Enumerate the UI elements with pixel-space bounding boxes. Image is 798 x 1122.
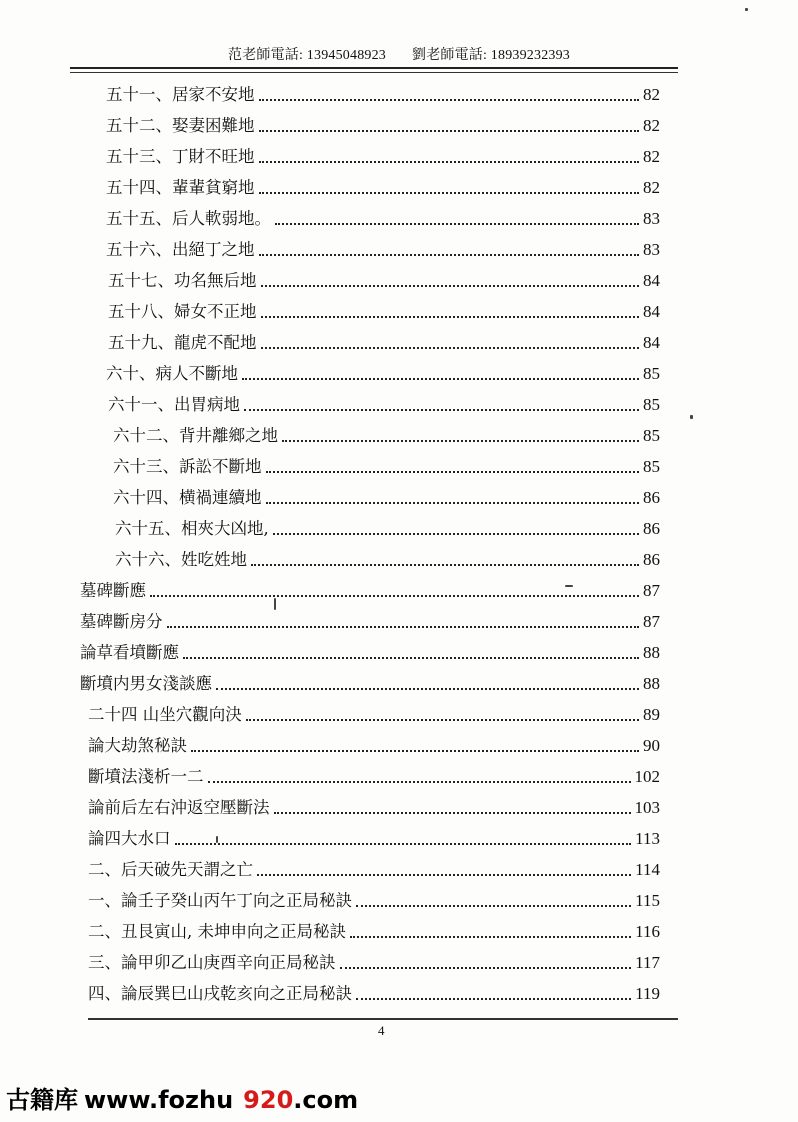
dot-leader <box>266 502 640 504</box>
watermark-url-prefix: www.fozhu <box>84 1086 234 1114</box>
toc-entry-page: 119 <box>635 984 660 1003</box>
toc-entry-page: 117 <box>635 953 660 972</box>
dot-leader <box>261 347 640 349</box>
dot-leader <box>259 192 640 194</box>
contact-liu: 劉老師電話: 18939232393 <box>412 48 570 63</box>
dot-leader <box>266 471 640 473</box>
toc-entry-title: 斷墳法淺析一二 <box>88 767 204 786</box>
dot-leader <box>257 874 631 876</box>
toc-entry-page: 114 <box>635 860 660 879</box>
toc-entry-page: 82 <box>643 85 660 104</box>
toc-entry-title: 二、丑艮寅山, 未坤申向之正局秘訣 <box>88 922 346 941</box>
toc-entry-page: 88 <box>643 674 660 693</box>
toc-entry <box>106 198 660 229</box>
toc-entry <box>80 663 660 694</box>
toc-entry <box>106 229 660 260</box>
toc-entry <box>80 570 660 601</box>
dot-leader <box>150 595 639 597</box>
toc-entry <box>88 818 660 849</box>
scan-speck <box>745 8 748 11</box>
toc-entry <box>108 291 660 322</box>
toc-entry-page: 84 <box>643 302 660 321</box>
watermark-url-suffix: .com <box>293 1086 359 1114</box>
toc-entry-title: 五十一、居家不安地 <box>106 85 255 104</box>
scan-speck <box>565 585 573 587</box>
toc-entry <box>88 787 660 818</box>
toc-entry-page: 85 <box>643 426 660 445</box>
scan-speck <box>690 415 693 419</box>
watermark <box>6 1080 358 1115</box>
scan-speck <box>216 836 218 843</box>
toc-entry-title: 五十三、丁財不旺地 <box>106 147 255 166</box>
dot-leader <box>273 533 639 535</box>
page-header <box>0 44 798 64</box>
toc-entry-page: 113 <box>635 829 660 848</box>
toc-entry-title: 五十七、功名無后地 <box>108 271 257 290</box>
toc-entry <box>80 632 660 663</box>
toc-entry <box>106 167 660 198</box>
page-number: 4 <box>378 1023 385 1038</box>
dot-leader <box>251 564 639 566</box>
toc-entry <box>88 725 660 756</box>
toc-entry-title: 六十六、姓吃姓地 <box>115 550 247 569</box>
toc-entry-title: 五十五、后人軟弱地。 <box>106 209 271 228</box>
toc-entry <box>88 973 660 1004</box>
toc-entry <box>108 384 660 415</box>
toc-entry-page: 87 <box>643 612 660 631</box>
toc-entry <box>106 74 660 105</box>
dot-leader <box>191 750 639 752</box>
toc-entry-page: 82 <box>643 178 660 197</box>
dot-leader <box>175 843 632 845</box>
toc-entry-page: 88 <box>643 643 660 662</box>
toc-entry-title: 五十二、娶妻困難地 <box>106 116 255 135</box>
dot-leader <box>259 130 640 132</box>
toc-entry-title: 五十九、龍虎不配地 <box>108 333 257 352</box>
toc-entry-page: 83 <box>643 209 660 228</box>
dot-leader <box>356 998 631 1000</box>
dot-leader <box>350 936 631 938</box>
toc-entry-page: 84 <box>643 271 660 290</box>
toc-entry <box>108 322 660 353</box>
dot-leader <box>216 688 639 690</box>
toc-entry-page: 82 <box>643 116 660 135</box>
toc-entry-title: 墓碑斷應 <box>80 581 146 600</box>
toc-entry <box>88 942 660 973</box>
toc-entry-page: 84 <box>643 333 660 352</box>
toc-entry <box>88 694 660 725</box>
toc-entry-title: 六十四、横禍連續地 <box>113 488 262 507</box>
toc-entry-page: 90 <box>643 736 660 755</box>
toc-entry-title: 二、后天破先天謂之亡 <box>88 860 253 879</box>
toc-entry-title: 四、論辰巽巳山戌乾亥向之正局秘訣 <box>88 984 352 1003</box>
toc-entry-title: 三、論甲卯乙山庚酉辛向正局秘訣 <box>88 953 336 972</box>
toc-entry <box>108 260 660 291</box>
dot-leader <box>244 409 639 411</box>
dot-leader <box>167 626 640 628</box>
toc-entry-title: 墓碑斷房分 <box>80 612 163 631</box>
toc-entry-title: 五十六、出絕丁之地 <box>106 240 255 259</box>
toc-entry <box>115 539 660 570</box>
toc-entry-title: 六十二、背井離鄉之地 <box>113 426 278 445</box>
dot-leader <box>356 905 631 907</box>
toc-entry-title: 五十八、婦女不正地 <box>108 302 257 321</box>
toc-entry <box>115 508 660 539</box>
toc-entry-title: 論大劫煞秘訣 <box>88 736 187 755</box>
toc-entry <box>106 353 660 384</box>
toc-entry-title: 六十三、訴訟不斷地 <box>113 457 262 476</box>
toc-entry-page: 102 <box>634 767 660 786</box>
watermark-site-name: 古籍库 <box>6 1086 78 1114</box>
toc-entry <box>106 136 660 167</box>
toc-entry <box>113 415 660 446</box>
toc-entry-title: 論前后左右沖返空壓斷法 <box>88 798 270 817</box>
toc-entry-title: 論草看墳斷應 <box>80 643 179 662</box>
dot-leader <box>259 161 640 163</box>
dot-leader <box>340 967 632 969</box>
dot-leader <box>259 254 640 256</box>
toc-entry-page: 86 <box>643 488 660 507</box>
header-rule-thin <box>70 72 678 73</box>
dot-leader <box>275 223 639 225</box>
toc-entry-page: 83 <box>643 240 660 259</box>
toc-entry-page: 86 <box>643 519 660 538</box>
toc-entry <box>113 446 660 477</box>
scan-speck <box>274 598 276 610</box>
dot-leader <box>183 657 639 659</box>
dot-leader <box>274 812 631 814</box>
toc-entry-page: 89 <box>643 705 660 724</box>
toc-entry <box>88 849 660 880</box>
toc-entry <box>106 105 660 136</box>
dot-leader <box>208 781 631 783</box>
dot-leader <box>261 285 640 287</box>
header-rule-thick <box>70 67 678 69</box>
toc-entry-page: 87 <box>643 581 660 600</box>
dot-leader <box>242 378 639 380</box>
dot-leader <box>259 99 640 101</box>
toc-entry-page: 116 <box>635 922 660 941</box>
watermark-url-number: 920 <box>243 1086 294 1114</box>
toc-entry-title: 五十四、輩輩貧窮地 <box>106 178 255 197</box>
toc-entry-title: 六十五、相夾大凶地, <box>115 519 269 538</box>
toc-entry <box>88 911 660 942</box>
toc-entry <box>88 880 660 911</box>
toc-entry-page: 103 <box>634 798 660 817</box>
toc-entry-page: 85 <box>643 364 660 383</box>
dot-leader <box>261 316 640 318</box>
toc-entry-page: 85 <box>643 457 660 476</box>
dot-leader <box>282 440 639 442</box>
dot-leader <box>246 719 639 721</box>
contact-fan: 范老師電話: 13945048923 <box>228 48 386 63</box>
toc-entry-title: 斷墳内男女淺談應 <box>80 674 212 693</box>
toc-entry-page: 115 <box>635 891 660 910</box>
toc-entry <box>88 756 660 787</box>
footer-rule <box>88 1018 678 1020</box>
toc-entry-title: 六十一、出胃病地 <box>108 395 240 414</box>
toc-entry-title: 二十四 山坐穴觀向決 <box>88 705 242 724</box>
toc-entry-page: 86 <box>643 550 660 569</box>
toc-entry <box>113 477 660 508</box>
toc-entry-page: 82 <box>643 147 660 166</box>
toc-entry-title: 一、論壬子癸山丙午丁向之正局秘訣 <box>88 891 352 910</box>
toc-entry-page: 85 <box>643 395 660 414</box>
toc-entry <box>80 601 660 632</box>
toc-entry-title: 六十、病人不斷地 <box>106 364 238 383</box>
toc-entry-title: 論四大水口 <box>88 829 171 848</box>
